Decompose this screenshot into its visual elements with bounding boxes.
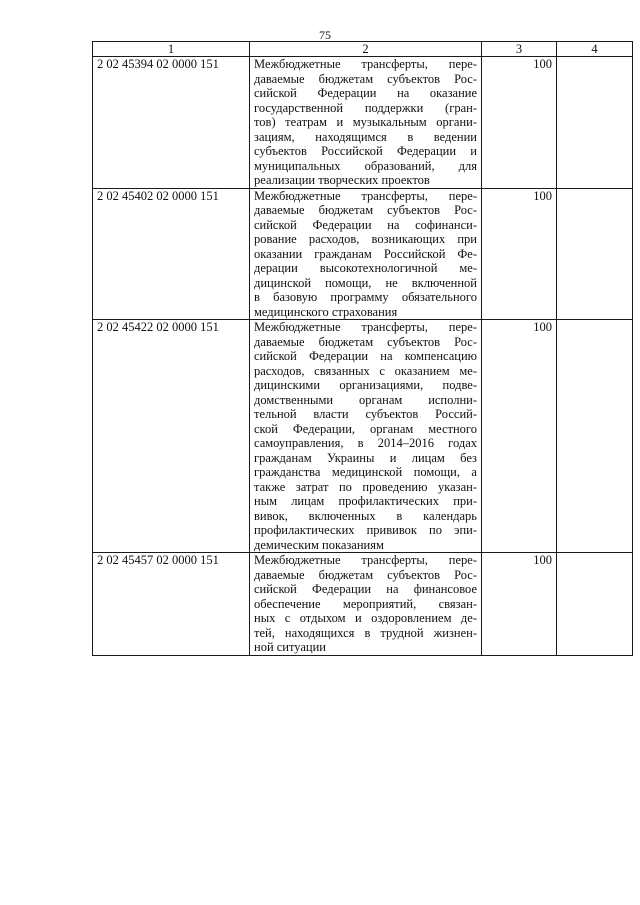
description-line: государственной поддержки (гран- xyxy=(254,100,477,115)
amount-cell: 100 xyxy=(482,553,557,656)
amount-cell: 100 xyxy=(482,57,557,189)
description-line: тельной власти субъектов Россий- xyxy=(254,407,477,421)
description-line: сийской Федерации на софинанси- xyxy=(254,217,477,232)
description-line: тей, находящихся в трудной жизнен- xyxy=(254,625,477,640)
budget-transfers-table xyxy=(92,41,633,656)
description-line: самоуправления, в 2014–2016 годах xyxy=(254,436,477,450)
description-line: зациям, находящимся в ведении xyxy=(254,129,477,144)
budget-code-cell: 2 02 45457 02 0000 151 xyxy=(93,553,250,656)
description-line: дицинской помощи, не включенной xyxy=(254,275,477,290)
description-line: ных с отдыхом и оздоровлением де- xyxy=(254,611,477,625)
column-4-cell xyxy=(557,553,633,656)
description-line: гражданам Украины и лицам без xyxy=(254,450,477,465)
table-header-row xyxy=(93,42,633,57)
column-4-cell xyxy=(557,57,633,189)
table-row xyxy=(93,57,633,189)
table-row xyxy=(93,188,633,320)
description-line: сийской Федерации на оказание xyxy=(254,86,477,100)
description-line: даваемые бюджетам субъектов Рос- xyxy=(254,334,477,349)
description-line: дерации высокотехнологичной ме- xyxy=(254,261,477,275)
description-line: Межбюджетные трансферты, пере- xyxy=(254,188,477,203)
description-line: реализации творческих проектов xyxy=(254,173,430,187)
transfer-description-cell xyxy=(250,188,482,320)
description-line: даваемые бюджетам субъектов Рос- xyxy=(254,71,477,86)
amount-cell: 100 xyxy=(482,320,557,553)
budget-code-cell: 2 02 45422 02 0000 151 xyxy=(93,320,250,553)
description-line: ной ситуации xyxy=(254,640,326,654)
description-line: сийской Федерации на финансовое xyxy=(254,582,477,596)
description-line: оказании гражданам Российской Фе- xyxy=(254,246,477,261)
column-header-4: 4 xyxy=(557,42,633,57)
column-header-3: 3 xyxy=(482,42,557,57)
description-line: демическим показаниям xyxy=(254,537,384,552)
description-line: ской Федерации, органам местного xyxy=(254,421,477,436)
description-line: рование расходов, возникающих при xyxy=(254,232,477,246)
budget-code-cell: 2 02 45402 02 0000 151 xyxy=(93,188,250,320)
description-line: гражданства медицинской помощи, а xyxy=(254,465,477,479)
description-line: тов) театрам и музыкальным органи- xyxy=(254,115,477,129)
table-row xyxy=(93,320,633,553)
description-line: медицинского страхования xyxy=(254,304,398,319)
table-body xyxy=(93,57,633,656)
amount-cell: 100 xyxy=(482,188,557,320)
description-line: Межбюджетные трансферты, пере- xyxy=(254,320,477,334)
description-line: дицинскими организациями, подве- xyxy=(254,378,477,392)
description-line: профилактических прививок по эпи- xyxy=(254,523,477,537)
description-line: вивок, включенных в календарь xyxy=(254,508,477,523)
column-4-cell xyxy=(557,188,633,320)
description-line: субъектов Российской Федерации и xyxy=(254,144,477,158)
description-line: Межбюджетные трансферты, пере- xyxy=(254,57,477,71)
table-row xyxy=(93,553,633,656)
description-line: домственными органам исполни- xyxy=(254,392,477,407)
description-line: расходов, связанных с оказанием ме- xyxy=(254,363,477,378)
description-line: муниципальных образований, для xyxy=(254,158,477,173)
description-line: Межбюджетные трансферты, пере- xyxy=(254,553,477,567)
description-line: в базовую программу обязательного xyxy=(254,290,477,304)
description-line: сийской Федерации на компенсацию xyxy=(254,349,477,363)
description-line: обеспечение мероприятий, связан- xyxy=(254,596,477,611)
transfer-description-cell xyxy=(250,553,482,656)
description-line: также затрат по проведению указан- xyxy=(254,479,477,494)
description-line: ным лицам профилактических при- xyxy=(254,494,477,508)
page-number: 75 xyxy=(319,28,331,42)
column-header-1: 1 xyxy=(93,42,250,57)
column-header-2: 2 xyxy=(250,42,482,57)
description-line: даваемые бюджетам субъектов Рос- xyxy=(254,203,477,217)
column-4-cell xyxy=(557,320,633,553)
budget-code-cell: 2 02 45394 02 0000 151 xyxy=(93,57,250,189)
transfer-description-cell xyxy=(250,320,482,553)
transfer-description-cell xyxy=(250,57,482,189)
description-line: даваемые бюджетам субъектов Рос- xyxy=(254,567,477,582)
